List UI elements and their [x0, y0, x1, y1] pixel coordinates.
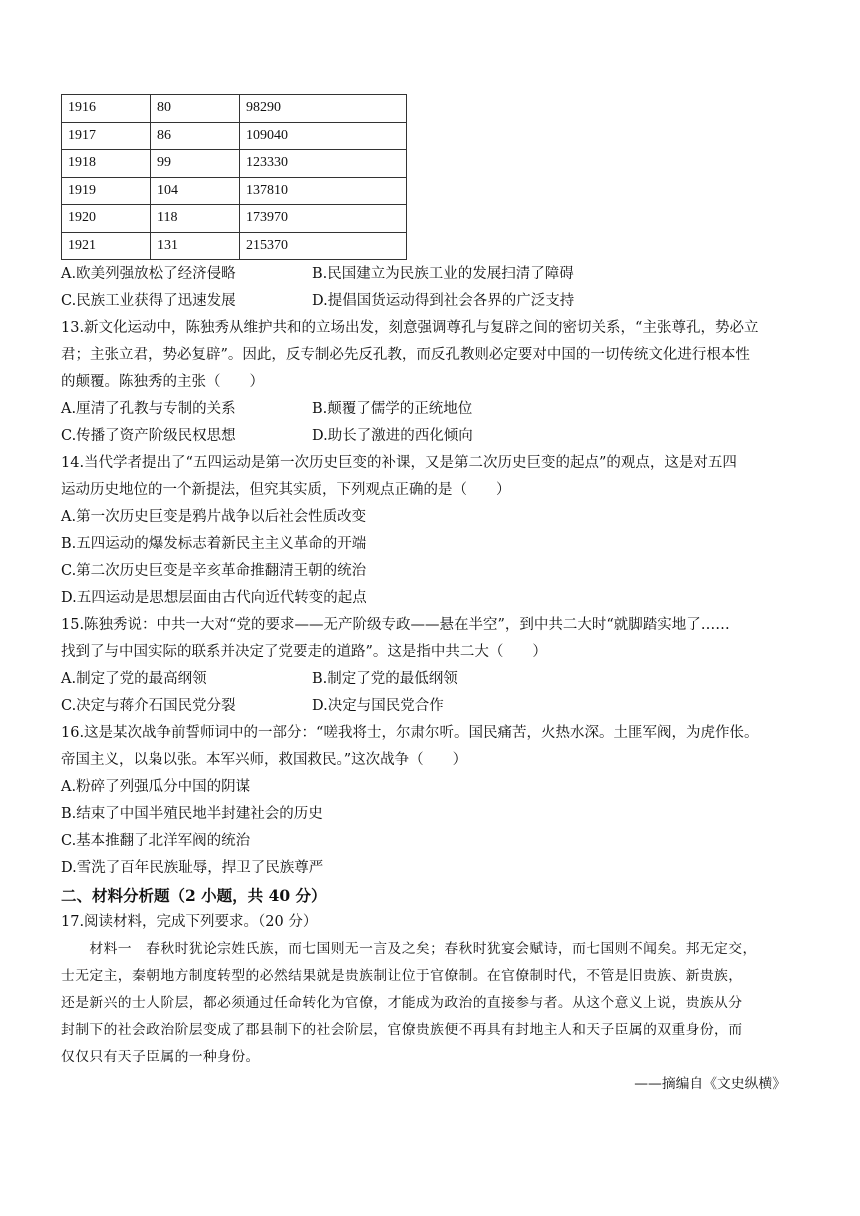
q13-option-a: A.厘清了孔教与专制的关系 [61, 401, 236, 417]
table-cell: 1921 [62, 232, 151, 260]
q14-option-d: D.五四运动是思想层面由古代向近代转变的起点 [61, 590, 367, 606]
table-cell: 1920 [62, 205, 151, 233]
q14-option-c: C.第二次历史巨变是辛亥革命推翻清王朝的统治 [61, 563, 367, 579]
q16-option-b: B.结束了中国半殖民地半封建社会的历史 [61, 806, 323, 822]
q14-stem-line1: 14.当代学者提出了“五四运动是第一次历史巨变的补课，又是第二次历史巨变的起点”的观点，这是对五四 [61, 455, 737, 471]
q15-option-a: A.制定了党的最高纲领 [61, 671, 207, 687]
q14-stem-line2: 运动历史地位的一个新提法，但究其实质，下列观点正确的是（ ） [61, 482, 511, 498]
q16-option-d: D.雪洗了百年民族耻辱，捍卫了民族尊严 [61, 860, 324, 876]
table-body [62, 95, 407, 260]
q13-stem-line3: 的颠覆。陈独秀的主张（ ） [61, 374, 264, 390]
q12-option-d: D.提倡国货运动得到社会各界的广泛支持 [312, 293, 575, 309]
q13-stem-line2: 君；主张立君，势必复辟”。因此，反专制必先反孔教，而反孔教则必定要对中国的一切传统文化进行根本性 [61, 347, 750, 363]
table-cell: 137810 [240, 177, 407, 205]
table-row [62, 122, 407, 150]
q17-prompt: 17.阅读材料，完成下列要求。（20 分） [61, 914, 318, 930]
q12-option-a: A.欧美列强放松了经济侵略 [61, 266, 236, 282]
q15-option-b: B.制定了党的最低纲领 [312, 671, 458, 687]
table-cell: 1917 [62, 122, 151, 150]
table-cell: 1918 [62, 150, 151, 178]
table-row [62, 150, 407, 178]
q16-stem-line1: 16.这是某次战争前誓师词中的一部分：“嗟我将士，尔肃尔听。国民痛苦，火热水深。土匪军阀，为虎作伥。 [61, 725, 759, 741]
q13-option-c: C.传播了资产阶级民权思想 [61, 428, 236, 444]
table-cell: 173970 [240, 205, 407, 233]
table-cell: 98290 [240, 95, 407, 123]
q13-option-d: D.助长了激进的西化倾向 [312, 428, 473, 444]
material-line5: 仅仅只有天子臣属的一种身份。 [61, 1049, 260, 1065]
table-cell: 123330 [240, 150, 407, 178]
table-cell: 80 [151, 95, 240, 123]
table-row [62, 95, 407, 123]
q16-option-a: A.粉碎了列强瓜分中国的阴谋 [61, 779, 251, 795]
material-line3: 还是新兴的士人阶层，都必须通过任命转化为官僚，才能成为政治的直接参与者。从这个意义上说，贵族从分 [61, 995, 743, 1011]
q15-stem-line2: 找到了与中国实际的联系并决定了党要走的道路”。这是指中共二大（ ） [61, 644, 547, 660]
material-line2: 士无定主，秦朝地方制度转型的必然结果就是贵族制让位于官僚制。在官僚制时代，不管是旧贵族、新贵族， [61, 968, 743, 984]
q15-stem-line1: 15.陈独秀说：中共一大对“党的要求——无产阶级专政——悬在半空”，到中共二大时“就脚踏实地了…… [61, 617, 730, 633]
table-cell: 104 [151, 177, 240, 205]
table-cell: 131 [151, 232, 240, 260]
table-cell: 109040 [240, 122, 407, 150]
q15-option-c: C.决定与蒋介石国民党分裂 [61, 698, 236, 714]
table-row [62, 177, 407, 205]
q12-option-b: B.民国建立为民族工业的发展扫清了障碍 [312, 266, 574, 282]
table-cell: 1919 [62, 177, 151, 205]
table-row [62, 232, 407, 260]
q14-option-a: A.第一次历史巨变是鸦片战争以后社会性质改变 [61, 509, 367, 525]
section-heading: 二、材料分析题（2 小题，共 40 分） [61, 886, 327, 905]
material-source: ——摘编自《文史纵横》 [634, 1076, 786, 1092]
table-cell: 215370 [240, 232, 407, 260]
material-line1: 材料一 春秋时犹论宗姓氏族，而七国则无一言及之矣；春秋时犹宴会赋诗，而七国则不闻矣。邦无定交， [61, 941, 757, 957]
table-cell: 1916 [62, 95, 151, 123]
table-cell: 118 [151, 205, 240, 233]
material-line4: 封制下的社会政治阶层变成了郡县制下的社会阶层，官僚贵族便不再具有封地主人和天子臣属的双重身份，而 [61, 1022, 743, 1038]
q14-option-b: B.五四运动的爆发标志着新民主主义革命的开端 [61, 536, 367, 552]
table-cell: 86 [151, 122, 240, 150]
q13-stem-line1: 13.新文化运动中，陈独秀从维护共和的立场出发，刻意强调尊孔与复辟之间的密切关系，“主张尊孔，势必立 [61, 320, 759, 336]
q13-option-b: B.颠覆了儒学的正统地位 [312, 401, 473, 417]
q15-option-d: D.决定与国民党合作 [312, 698, 444, 714]
q12-option-c: C.民族工业获得了迅速发展 [61, 293, 236, 309]
table-row [62, 205, 407, 233]
q16-option-c: C.基本推翻了北洋军阀的统治 [61, 833, 251, 849]
table-cell: 99 [151, 150, 240, 178]
data-table [61, 94, 407, 260]
q16-stem-line2: 帝国主义，以枭以张。本军兴师，救国救民。”这次战争（ ） [61, 752, 468, 768]
